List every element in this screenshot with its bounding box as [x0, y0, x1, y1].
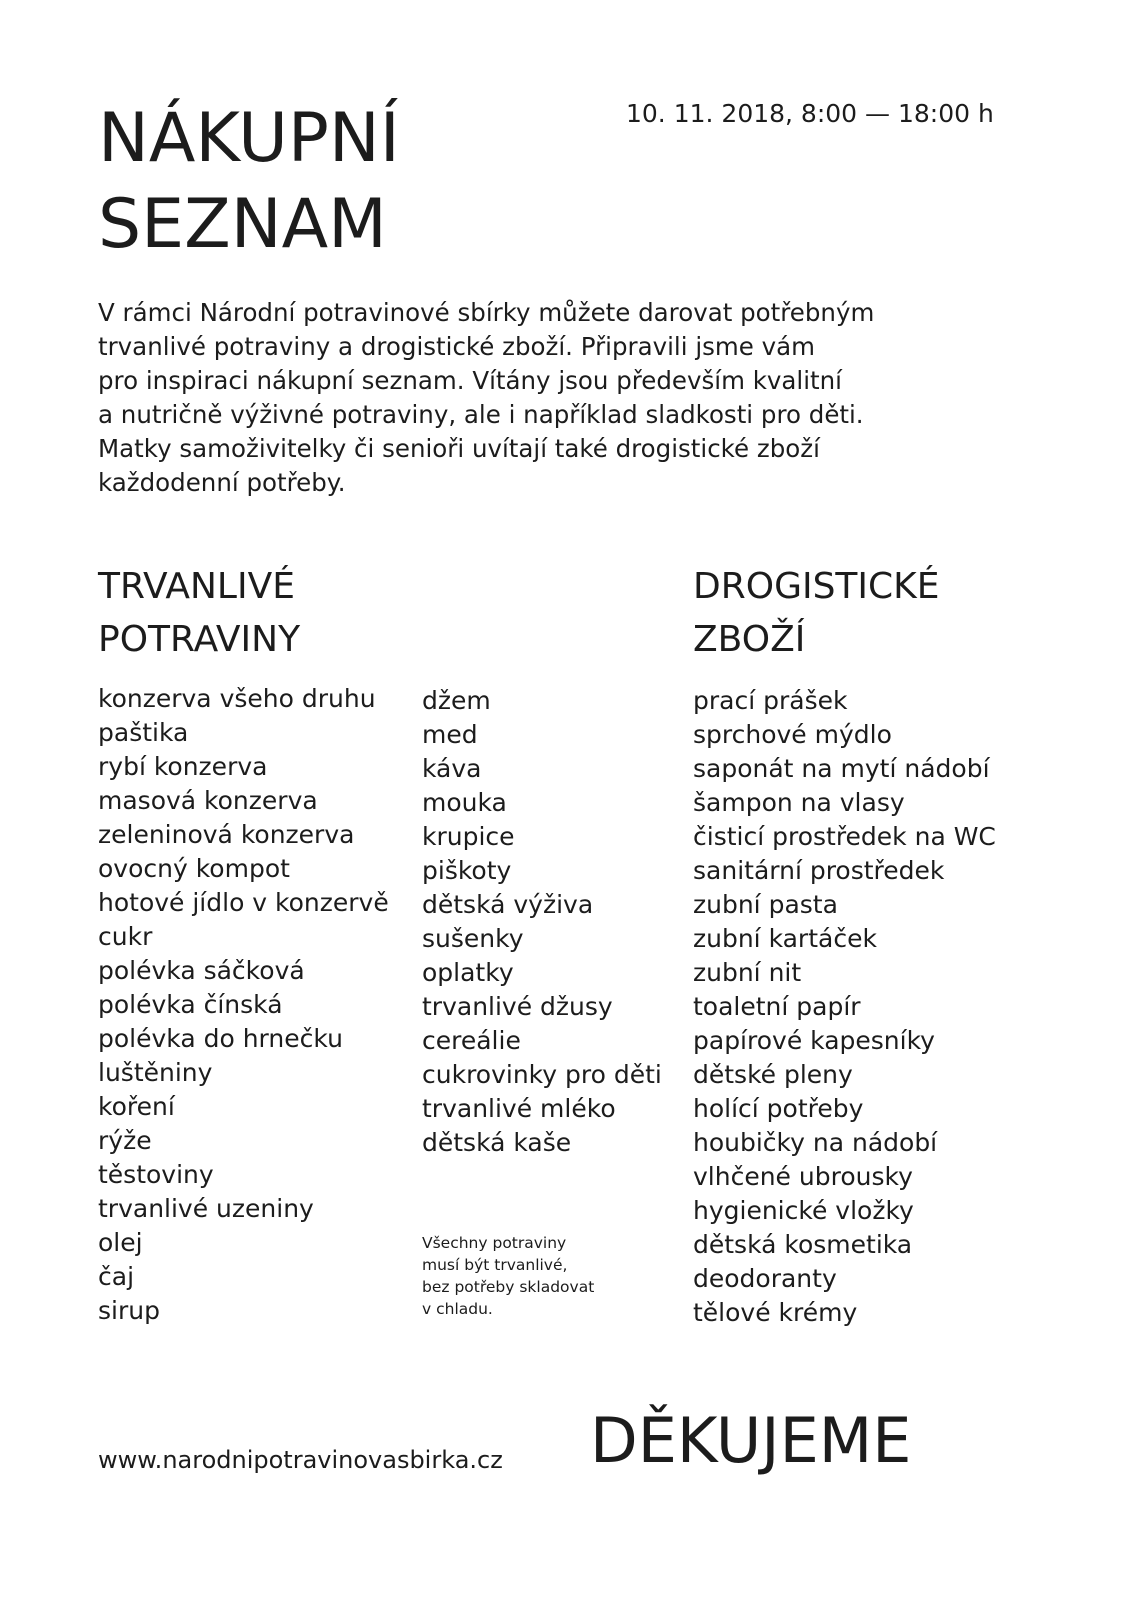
list-item: sirup	[98, 1296, 160, 1325]
list-item: paštika	[98, 718, 189, 747]
list-item: těstoviny	[98, 1160, 214, 1189]
list-item: zubní kartáček	[693, 924, 877, 953]
list-item: zeleninová konzerva	[98, 820, 355, 849]
list-item: konzerva všeho druhu	[98, 684, 376, 713]
food-list-column-2	[422, 684, 662, 1160]
list-item: trvanlivé mléko	[422, 1094, 616, 1123]
list-item: polévka čínská	[98, 990, 283, 1019]
title-line: NÁKUPNÍ	[98, 99, 400, 178]
list-item: rýže	[98, 1126, 152, 1155]
list-item: deodoranty	[693, 1264, 837, 1293]
list-item: polévka do hrnečku	[98, 1024, 343, 1053]
list-item: oplatky	[422, 958, 514, 987]
list-item: med	[422, 720, 478, 749]
list-item: rybí konzerva	[98, 752, 268, 781]
list-item: sanitární prostředek	[693, 856, 945, 885]
drugstore-section-heading	[693, 560, 940, 666]
list-item: čaj	[98, 1262, 135, 1291]
list-item: šampon na vlasy	[693, 788, 905, 817]
page-title	[98, 96, 400, 268]
list-item: olej	[98, 1228, 143, 1257]
list-item: saponát na mytí nádobí	[693, 754, 990, 783]
list-item: masová konzerva	[98, 786, 318, 815]
food-list-column-1	[98, 682, 389, 1328]
title-line: SEZNAM	[98, 185, 387, 264]
list-item: dětská kaše	[422, 1128, 572, 1157]
list-item: houbičky na nádobí	[693, 1128, 938, 1157]
heading-line: TRVANLIVÉ	[98, 566, 295, 607]
list-item: zubní pasta	[693, 890, 838, 919]
website-link[interactable]: www.narodnipotravinovasbirka.cz	[98, 1446, 503, 1474]
list-item: tělové krémy	[693, 1298, 858, 1327]
intro-line: a nutričně výživné potraviny, ale i například sladkosti pro děti.	[98, 400, 864, 429]
list-item: dětská kosmetika	[693, 1230, 913, 1259]
heading-line: ZBOŽÍ	[693, 619, 806, 660]
thanks-heading: DĚKUJEME	[590, 1404, 912, 1477]
intro-line: trvanlivé potraviny a drogistické zboží. Připravili jsme vám	[98, 332, 815, 361]
event-date: 10. 11. 2018, 8:00 — 18:00 h	[626, 99, 994, 128]
drugstore-list	[693, 684, 996, 1330]
list-item: čisticí prostředek na WC	[693, 822, 996, 851]
intro-line: V rámci Národní potravinové sbírky můžete darovat potřebným	[98, 298, 875, 327]
list-item: cukr	[98, 922, 153, 951]
list-item: papírové kapesníky	[693, 1026, 935, 1055]
list-item: cukrovinky pro děti	[422, 1060, 662, 1089]
list-item: piškoty	[422, 856, 512, 885]
list-item: prací prášek	[693, 686, 848, 715]
list-item: krupice	[422, 822, 515, 851]
list-item: trvanlivé uzeniny	[98, 1194, 314, 1223]
list-item: luštěniny	[98, 1058, 213, 1087]
note-line: Všechny potraviny	[422, 1234, 567, 1252]
note-line: v chladu.	[422, 1300, 493, 1318]
intro-line: pro inspiraci nákupní seznam. Vítány jsou především kvalitní	[98, 366, 842, 395]
list-item: hotové jídlo v konzervě	[98, 888, 389, 917]
list-item: trvanlivé džusy	[422, 992, 613, 1021]
list-item: ovocný kompot	[98, 854, 290, 883]
list-item: toaletní papír	[693, 992, 861, 1021]
list-item: polévka sáčková	[98, 956, 305, 985]
note-line: musí být trvanlivé,	[422, 1256, 568, 1274]
list-item: káva	[422, 754, 482, 783]
list-item: cereálie	[422, 1026, 521, 1055]
list-item: džem	[422, 686, 491, 715]
storage-note	[422, 1232, 594, 1320]
list-item: dětské pleny	[693, 1060, 853, 1089]
list-item: sušenky	[422, 924, 524, 953]
list-item: hygienické vložky	[693, 1196, 914, 1225]
list-item: sprchové mýdlo	[693, 720, 892, 749]
list-item: mouka	[422, 788, 507, 817]
heading-line: DROGISTICKÉ	[693, 566, 940, 607]
intro-line: Matky samoživitelky či senioři uvítají také drogistické zboží	[98, 434, 820, 463]
list-item: koření	[98, 1092, 175, 1121]
food-section-heading	[98, 560, 300, 666]
intro-paragraph	[98, 296, 1048, 500]
note-line: bez potřeby skladovat	[422, 1278, 595, 1296]
heading-line: POTRAVINY	[98, 619, 301, 660]
list-item: vlhčené ubrousky	[693, 1162, 913, 1191]
intro-line: každodenní potřeby.	[98, 468, 346, 497]
list-item: zubní nit	[693, 958, 802, 987]
list-item: holící potřeby	[693, 1094, 864, 1123]
list-item: dětská výživa	[422, 890, 594, 919]
